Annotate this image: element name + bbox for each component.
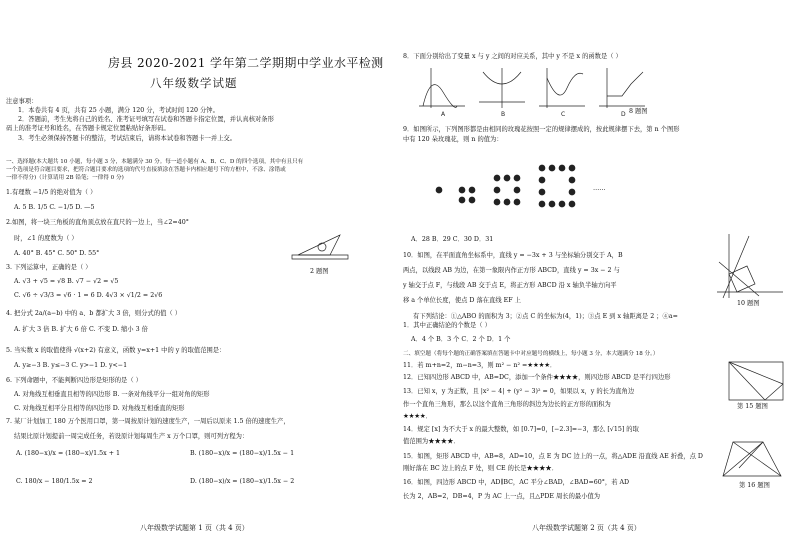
question-options: A．4 个 B．3 个 C．2 个 D．1 个 [411,336,511,343]
question-line: 两点，以线段 AB 为边，在第一象限内作正方形 ABCD，直线 y = 3x − 2 与 [403,267,620,274]
question-line: 13．已知 x，y 为正数，且 |x² − 4| + (y² − 3)² = 0，如果以 x，y 的长为直角边 [403,388,635,395]
question-options: A. √3 + √5 = √8 B. √7 − √2 = √5 [14,278,119,285]
option-a: A. (180−x)/x = (180−x)/1.5x + 1 [16,450,120,457]
question-line: 8．下面分别给出了变量 x 与 y 之间的对应关系，其中 y 不是 x 的函数是（ ） [403,53,622,60]
question-line: 4. 把分式 2a/(a−b) 中的 a、b 都扩大 3 倍，则分式的值（ ） [6,310,182,317]
question-line: 1.有理数 −1/5 的绝对值为（ ） [6,189,97,196]
figure-caption: 2 题图 [310,268,329,275]
coordinate-square-figure [715,232,785,302]
question-line: 结果比原计划提前一周完成任务，若设原计划每周生产 x 万个口罩，则可列方程为： [14,433,249,440]
question-options: C. 对角线互相平分且相等的四边形 D. 对角线互相垂直的矩形 [14,405,185,412]
question-options: A. 5 B. 1/5 C. −1/5 D. —5 [14,204,95,211]
question-line: 1．其中正确结论的个数是（ ） [403,322,491,329]
option-c: C. 180/x − 180/1.5x = 2 [16,478,93,485]
pattern-ellipsis: …… [593,185,606,192]
note-line: 码上的准考证号和姓名，在答题卡规定位置粘贴好条形码。 [6,125,170,132]
page-footer: 八年级数学试题第 1 页（共 4 页） [140,524,249,532]
exam-subtitle: 八年级数学试题 [150,76,238,90]
section-text: 一个选项是符合题目要求，把符合题目要求的选项的代号直接填涂在答题卡内相应题号下的方框中，不涂、涂错或 [6,167,286,173]
figure-caption: 10 题图 [737,300,760,307]
question-options: A. 扩大 3 倍 B. 扩大 6 倍 C. 不变 D. 缩小 3 倍 [14,326,148,333]
question-options: A．28 B．29 C．30 D．31 [411,236,494,243]
page-right [397,0,794,543]
question-line: 15．如图，矩形 ABCD 中，AB=8，AD=10，点 E 为 DC 边上的一点，将△ADE 沿直线 AE 折叠，点 D [403,453,703,460]
graph-label-c: C [561,111,566,118]
note-line: 2．答题前，考生先将自己的姓名、准考证号填写在试卷和答题卡指定位置，并认真核对条形 [18,116,274,123]
question-options: C. √6 ÷ √3/3 = √6 · 1 = 6 D. 4√3 × √1/2 = 2√6 [14,292,163,299]
section-heading: 一、选择题(本大题共 10 小题，每小题 3 分，本题满分 30 分。每一道小题有 A、B、C、D 的四个选项，其中有且只有 [6,159,304,165]
note-line: 1．本卷共有 4 页，共有 25 小题，满分 120 分，考试时间 120 分钟。 [18,107,219,114]
question-options: A. 对角线互相垂直且相等的四边形 B. 一条对角线平分一组对角的矩形 [14,391,210,398]
question-line: 7. 某厂计划加工 180 万个医用口罩，第一周按原计划的速度生产，一周后以原来 1.5 倍的速度生产， [6,418,290,425]
question-line: 11．若 m+n=2，m−n=3，则 m² − n² =★★★★． [403,362,557,369]
exam-title: 房县 2020-2021 学年第二学期期中学业水平检测 [108,56,384,70]
function-graphs [417,66,647,116]
ruler-triangle-figure [290,225,350,265]
section-heading: 二、填空题（将每个题的正确答案填在答题卡中对应题号的横线上，每小题 3 分，本大题满分 18 分。） [403,351,659,357]
question-options: A. 40° B. 45° C. 50° D. 55° [14,250,100,257]
note-line: 3．考生必须保持答题卡的整洁，考试结束后，请将本试卷和答题卡一并上交。 [18,135,237,142]
question-line: 长为 2，AB=2，DB=4，P 为 AC 上一点，且△PDE 周长的最小值为 [403,493,601,500]
question-line: 5. 当实数 x 的取值使得 √(x+2) 有意义，函数 y=x+1 中的 y 的取值范围是： [6,347,226,354]
question-line: 有下列结论：①△ABO 的面积为 3；②点 C 的坐标为(4，1)；③点 E 到 x 轴距离是 2 ；④a= [413,313,678,320]
section-text: 一律不得分)（计算请用 2B 铅笔；一律得 0 分) [6,175,124,181]
question-line: 2.如图，将一块三角板的直角顶点放在直尺的一边上，当∠2=40° [6,219,189,226]
question-line: 移 a 个单位长度，使点 D 落在直线 EF 上 [403,297,521,304]
question-line: 12．已知四边形 ABCD 中，AB=DC，添加一个条件★★★★，则四边形 ABCD 是平行四边形 [403,374,671,381]
question-line: y 轴交于点 F，与线段 AB 交于点 E，将正方形 ABCD 沿 x 轴负半轴方向平 [403,282,617,289]
figure-caption: 8 题图 [629,108,648,115]
option-b: B. (180−x)/x = (180−x)/1.5x − 1 [190,450,295,457]
question-options: A. y≥−3 B. y≤−3 C. y>−1 D. y<−1 [14,362,128,369]
notes-heading: 注意事项： [6,98,38,105]
graph-label-b: B [501,111,506,118]
option-d: D. (180−x)/x = (180−x)/1.5x − 2 [190,478,295,485]
question-line: 刚好落在 BC 边上的点 F 处，则 CE 的长是★★★★． [403,465,558,472]
figure-caption: 第 16 题图 [739,482,770,489]
question-line: 中有 120 朵玫瑰花，则 n 的值为： [403,136,503,143]
question-line: 6. 下列命题中，不能判断四边形是矩形的是（ ） [6,377,142,384]
question-line: 16．如图，四边形 ABCD 中，AD∥BC，AC 平分∠BAD，∠BAD=60°，若 AD [403,479,630,486]
graph-label-a: A [441,111,446,118]
question-line: 10．如图，在平面直角坐标系中，直线 y = −3x + 3 与坐标轴分别交于 A，B [403,252,623,259]
page-footer: 八年级数学试题第 2 页（共 4 页） [532,524,641,532]
question-line: 值范围为★★★★． [403,438,460,445]
question-line: 时，∠1 的度数为（ ） [14,235,78,242]
question-line: ★★★★． [403,413,432,420]
figure-caption: 第 15 题图 [737,403,768,410]
question-line: 3. 下列运算中，正确的是（ ） [6,264,92,271]
question-line: 9．如图所示，下列图形都是由相同的玫瑰花按照一定的规律摆成的，按此规律摆下去，第 n 个图形 [403,126,680,133]
graph-label-d: D [621,111,626,118]
quadrilateral-figure [719,438,785,484]
question-line: 作一个直角三角形，那么以这个直角三角形的斜边为边长的正方形的面积为 [403,401,611,408]
rose-pattern-figure [427,150,617,220]
question-line: 14．规定 [x] 为不大于 x 的最大整数，如 [0.7]=0，[−2.3]=−3，那么 [√15] 的取 [403,426,639,433]
